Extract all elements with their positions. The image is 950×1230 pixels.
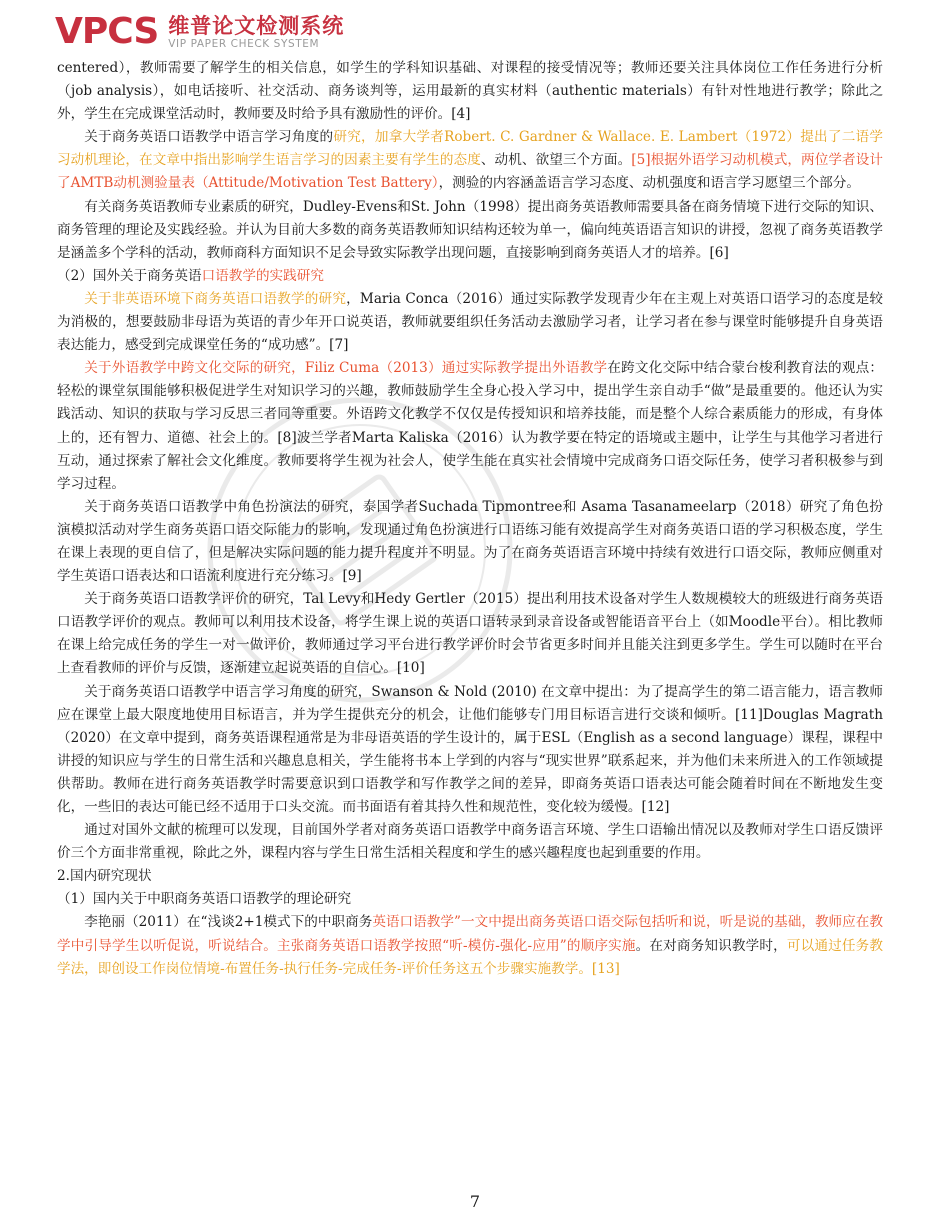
paragraph-teacher-competence: 有关商务英语教师专业素质的研究，Dudley-Evens和St. John（1998）提出商务英语教师需要具备在商务情境下进行交际的知识、商务管理的理论及实践经验。并认为目前大多数的商务英语教师知识结构还较为单一，偏向纯英语语言知识的讲授，忽视了商务英语教学是涵盖多个学科的活动，教师商科方面知识不足会导致实际教学出现问题，直接影响到商务英语人才的培养。[6] (57, 198, 883, 261)
logo-text-block (168, 14, 344, 50)
paragraph-swanson-nold: 关于商务英语口语教学中语言学习角度的研究，Swanson & Nold (2010) 在文章中提出：为了提高学生的第二语言能力，语言教师应在课堂上最大限度地使用目标语言，并为学生提供充分的机会，让他们能够专门用目标语言进行交谈和倾听。[11]Douglas Magrath（2020）在文章中提到，商务英语课程通常是为非母语英语的学生设计的，属于ESL（English as a second language）课程，课程中讲授的知识应与学生的日常生活和兴趣息息相关，学生能将书本上学到的内容与“现实世界”联系起来，并为他们未来所进入的工作领域提供帮助。教师在进行商务英语教学时需要意识到口语教学和写作教学之间的差异，即商务英语口语表达可能会随着时间在不断地发生变化，一些旧的表达可能已经不适用于口头交流。而书面语有着其持久性和规范性，变化较为缓慢。[12] (57, 683, 883, 815)
paragraph-filiz-cuma (57, 357, 883, 496)
document-body (57, 57, 883, 981)
vpcs-logo: VPCS (55, 11, 159, 52)
text-highlight-orange: 可以通过任务教学法，即创设工作岗位情境-布置任务-执行任务-完成任务-评价任务这五个步骤实施教学。[13] (57, 937, 884, 977)
text-plain: （2）国外关于商务英语 (57, 267, 202, 284)
section-heading-practice-research (57, 265, 883, 288)
text-plain: ，测验的内容涵盖语言学习态度、动机强度和语言学习愿望三个部分。 (438, 175, 860, 192)
paragraph-role-play: 关于商务英语口语教学中角色扮演法的研究，泰国学者Suchada Tipmontree和 Asama Tasanameelarp（2018）研究了角色扮演模拟活动对学生商务英语口语交际能力的影响，发现通过角色扮演进行口语练习能有效提高学生对商务英语口语的学习积极态度，学生在课上表现的更自信了，但是解决实际问题的能力提升程度并不明显。为了在商务英语语言环境中持续有效进行口语交际，教师应侧重对学生英语口语表达和口语流利度进行充分练习。[9] (57, 498, 883, 585)
text-plain: 。在对商务知识教学时， (635, 937, 787, 954)
paragraph-li-yanli (57, 911, 883, 980)
text-highlight-red: 英语口语教学”一文中提出商务英语口语交际包括听和说，听是说的基础，教师应在教学中引导学生以听促说，听说结合。主张商务英语口语教学按照“听-模仿-强化-应用”的顺序实施 (57, 914, 883, 954)
text-plain: 、动机、欲望三个方面。 (480, 152, 632, 169)
page-header (55, 10, 344, 54)
text-plain: 在跨文化交际中结合蒙台梭利教育法的观点：轻松的课堂氛围能够积极促进学生对知识学习的兴趣，教师鼓励学生全身心投入学习中，提出学生亲自动手“做”是最重要的。他还认为实践活动、知识的获取与学习反思三者同等重要。外语跨文化教学不仅仅是传授知识和培养技能，而是整个人综合素质能力的形成，有身体上的，还有智力、道德、社会上的。[8]波兰学者Marta Kaliska（2016）认为教学要在特定的语境或主题中，让学生与其他学习者进行互动，通过探索了解社会文化维度。教师要将学生视为社会人，使学生能在真实社会情境中完成商务口语交际任务，使学习者积极参与到学习过程。 (57, 360, 884, 492)
text-plain: ，Maria Conca（2016）通过实际教学发现青少年在主观上对英语口语学习的态度是较为消极的，想要鼓励非母语为英语的青少年开口说英语，教师就要组织任务活动去激励学习者，让学习者在参与课堂时能够提升自身英语表达能力，感受到完成课堂任务的“成功感”。[7] (57, 290, 883, 354)
text-highlight-orange: 关于非英语环境下商务英语口语教学的研究 (84, 290, 347, 307)
logo-english-name: VIP PAPER CHECK SYSTEM (168, 38, 320, 50)
text-highlight-red: 口语教学的实践研究 (201, 267, 324, 284)
section-heading-domestic: 2.国内研究现状 (57, 868, 152, 885)
paragraph-continuation: centered），教师需要了解学生的相关信息，如学生的学科知识基础、对课程的接受情况等；教师还要关注具体岗位工作任务进行分析（job analysis），如电话接听、社交活动、商务谈判等，运用最新的真实材料（authentic materials）有针对性地进行教学；除此之外，学生在完成课堂活动时，教师要及时给予具有激励性的评价。[4] (57, 60, 883, 123)
text-plain: 李艳丽（2011）在“浅谈2+1模式下的中职商务 (84, 914, 373, 931)
text-highlight-red: [5]根据外语学习动机模式，两位学者设计了AMTB动机测验量表（Attitude/Motivation Test Battery） (57, 152, 884, 192)
page-number: 7 (469, 1192, 481, 1211)
paragraph-evaluation: 关于商务英语口语教学评价的研究，Tal Levy和Hedy Gertler（2015）提出利用技术设备对学生人数规模较大的班级进行商务英语口语教学评价的观点。教师可以利用技术设备，将学生课上说的英语口语转录到录音设备或智能语音平台上（如Moodle平台）。相比教师在课上给完成任务的学生一对一做评价，教师通过学习平台进行教学评价时会节省更多时间并且能关注到更多学生。学生可以随时在平台上查看教师的评价与反馈，逐渐建立起说英语的自信心。[10] (57, 591, 883, 677)
paragraph-maria-conca (57, 288, 883, 357)
subsection-heading-domestic-theory: （1）国内关于中职商务英语口语教学的理论研究 (57, 891, 352, 908)
paragraph-gardner-lambert (57, 126, 883, 195)
logo-chinese-name: 维普论文检测系统 (168, 14, 345, 38)
text-plain: 关于商务英语口语教学中语言学习角度的 (84, 129, 334, 146)
text-highlight-red: 关于外语教学中跨文化交际的研究，Filiz Cuma（2013）通过实际教学提出外语教学 (84, 360, 608, 377)
text-highlight-orange: 研究，加拿大学者Robert. C. Gardner & Wallace. E. Lambert（1972）提出了二语学习动机理论，在文章中指出影响学生语言学习的因素主要有学生的态度 (57, 129, 883, 169)
paragraph-summary: 通过对国外文献的梳理可以发现，目前国外学者对商务英语口语教学中商务语言环境、学生口语输出情况以及教师对学生口语反馈评价三个方面非常重视，除此之外，课程内容与学生日常生活相关程度和学生的感兴趣程度也起到重要的作用。 (57, 822, 883, 862)
